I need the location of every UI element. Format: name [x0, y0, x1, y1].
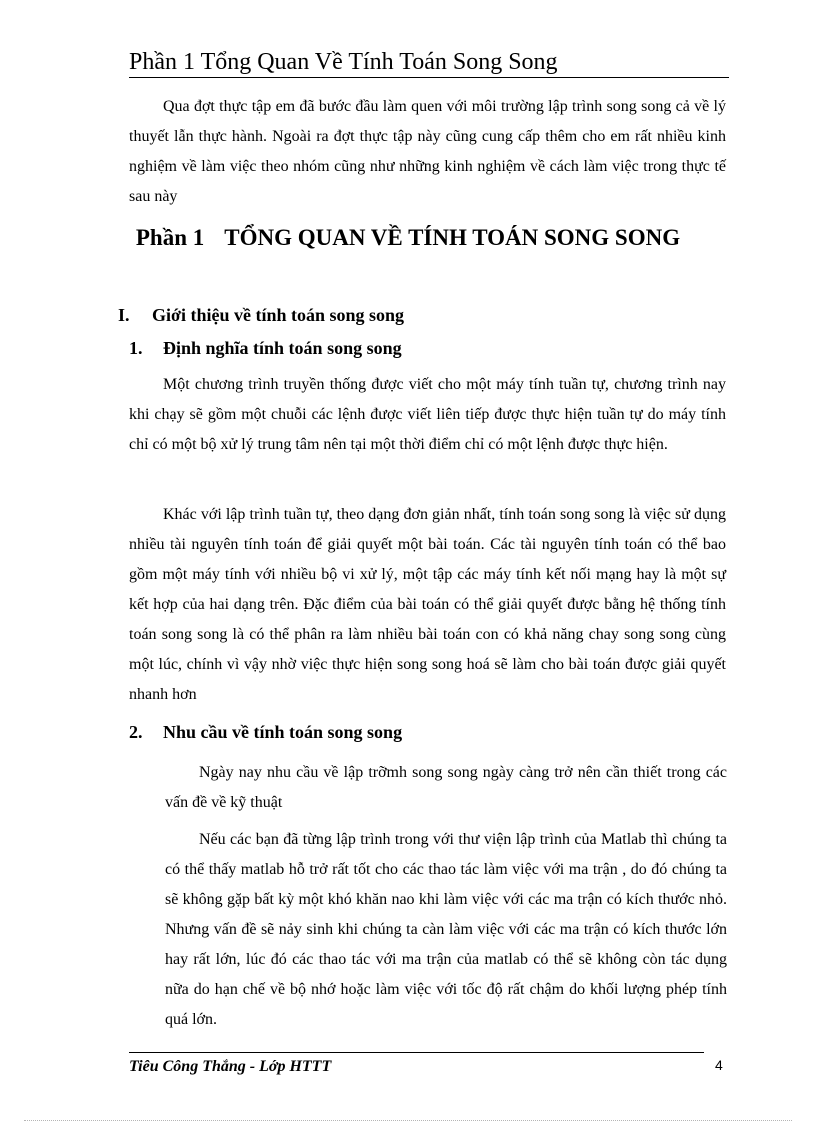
- section-heading: [118, 302, 404, 328]
- chapter-title: TỔNG QUAN VỀ TÍNH TOÁN SONG SONG: [224, 225, 681, 250]
- body-paragraph: Ngày nay nhu cầu về lập trỡmh song song ngày càng trở nên cần thiết trong các vấn đề về kỹ thuật: [165, 764, 727, 811]
- chapter-heading: [0, 223, 816, 253]
- running-header-title: Phần 1 Tổng Quan Về Tính Toán Song Song: [129, 49, 558, 75]
- chapter-number: Phần 1: [135, 225, 205, 250]
- subsection-heading-1: [129, 335, 402, 361]
- subsection-number: 1.: [129, 338, 143, 358]
- section-title: Giới thiệu về tính toán song song: [152, 305, 405, 325]
- page-number: 4: [715, 1057, 723, 1073]
- intro-paragraph: Qua đợt thực tập em đã bước đầu làm quen với môi trường lập trình song song cả về lý thuyết lẫn thực hành. Ngoài ra đợt thực tập này cũng cung cấp thêm cho em rất nhiều kinh nghiệm về làm việc theo nhóm cũng như những kinh nghiệm về cách làm việc trong thực tế sau này: [129, 98, 726, 205]
- body-paragraph: Khác với lập trình tuần tự, theo dạng đơn giản nhất, tính toán song song là việc sử dụng nhiều tài nguyên tính toán để giải quyết một bài toán. Các tài nguyên tính toán có thể bao gồm một máy tính với nhiều bộ vi xử lý, một tập các máy tính kết nối mạng hay là một sự kết hợp của hai dạng trên. Đặc điểm của bài toán có thể giải quyết được bằng hệ thống tính toán song song là có thể phân ra làm nhiều bài toán con có khả năng chay song song cùng một lúc, chính vì vậy nhờ việc thực hiện song song hoá sẽ làm cho bài toán được giải quyết nhanh hơn: [129, 506, 726, 703]
- footer-author: Tiêu Công Thắng - Lớp HTTT: [129, 1058, 332, 1075]
- footer-divider: [129, 1052, 704, 1053]
- subsection-title: Nhu cầu về tính toán song song: [163, 722, 403, 742]
- subsection-number: 2.: [129, 722, 143, 742]
- body-paragraph: Nếu các bạn đã từng lập trình trong với thư viện lập trình của Matlab thì chúng ta có thể thấy matlab hỗ trở rất tốt cho các thao tác làm việc với ma trận , do đó chúng ta sẽ không gặp bất kỳ một khó khăn nao khi làm việc với các ma trận có kích thước nhỏ. Nhưng vấn đề sẽ nảy sinh khi chúng ta càn làm việc với các ma trận có kích thước lớn hay rất lớn, lúc đó các thao tác với ma trận của matlab có thể sẽ không còn tác dụng nữa do hạn chế về bộ nhớ hoặc làm việc với tốc độ rất chậm do khối lượng phép tính quá lớn.: [165, 831, 727, 1028]
- page-break-divider: [24, 1120, 792, 1121]
- body-paragraph: Một chương trình truyền thống được viết cho một máy tính tuần tự, chương trình nay khi chạy sẽ gồm một chuỗi các lệnh được viết liên tiếp được thực hiện tuần tự do máy tính chỉ có một bộ xử lý trung tâm nên tại một thời điểm chỉ có một lệnh được thực hiện.: [129, 376, 726, 453]
- subsection-title: Định nghĩa tính toán song song: [163, 338, 402, 358]
- section-number: I.: [118, 305, 130, 325]
- subsection-heading-2: [129, 719, 402, 745]
- header-divider: [129, 77, 729, 78]
